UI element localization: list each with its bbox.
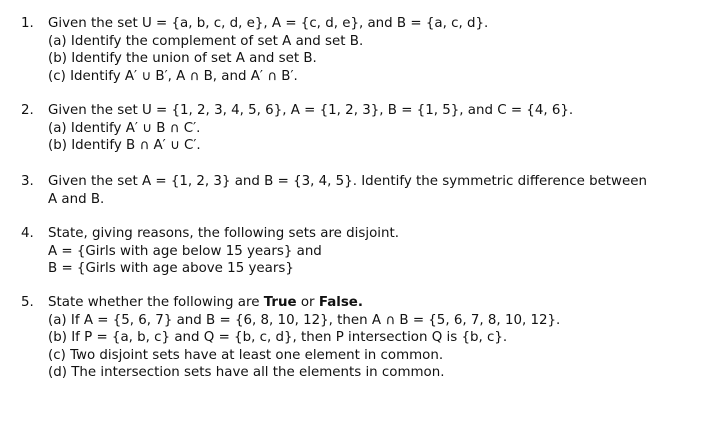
- question-number: 2.: [21, 103, 34, 118]
- question-number: 4.: [21, 226, 34, 241]
- sub-question: (a) Identify the complement of set A and set B.: [48, 33, 364, 49]
- sub-question: (c) Identify A′ ∪ B′, A ∩ B, and A′ ∩ B′.: [48, 68, 298, 84]
- question-text: [48, 294, 363, 312]
- question-number: 5.: [21, 295, 34, 310]
- intro-text: State whether the following are: [48, 295, 264, 310]
- question-text: State, giving reasons, the following sets are disjoint.: [48, 226, 399, 241]
- intro-or: or: [296, 295, 319, 310]
- sub-question: (d) The intersection sets have all the elements in common.: [48, 365, 445, 380]
- sub-question: (b) If P = {a, b, c} and Q = {b, c, d}, then P intersection Q is {b, c}.: [48, 330, 508, 345]
- sub-question: (c) Two disjoint sets have at least one element in common.: [48, 347, 444, 363]
- question-text-continued: A and B.: [48, 191, 105, 207]
- false-keyword: False.: [318, 295, 363, 310]
- sub-question: (b) Identify B ∩ A′ ∪ C′.: [48, 138, 201, 153]
- set-definition: A = {Girls with age below 15 years} and: [48, 243, 322, 259]
- question-number: 1.: [21, 16, 34, 31]
- sub-question: (b) Identify the union of set A and set B.: [48, 51, 317, 66]
- question-text: Given the set A = {1, 2, 3} and B = {3, 4, 5}. Identify the symmetric difference between: [48, 174, 647, 189]
- sub-question: (a) Identify A′ ∪ B ∩ C′.: [48, 120, 201, 136]
- true-keyword: True: [263, 295, 297, 310]
- question-text: Given the set U = {1, 2, 3, 4, 5, 6}, A = {1, 2, 3}, B = {1, 5}, and C = {4, 6}.: [48, 103, 574, 118]
- set-definition: B = {Girls with age above 15 years}: [48, 261, 294, 276]
- question-text: Given the set U = {a, b, c, d, e}, A = {c, d, e}, and B = {a, c, d}.: [48, 16, 489, 31]
- question-number: 3.: [21, 174, 34, 189]
- sub-question: (a) If A = {5, 6, 7} and B = {6, 8, 10, 12}, then A ∩ B = {5, 6, 7, 8, 10, 12}.: [48, 312, 561, 328]
